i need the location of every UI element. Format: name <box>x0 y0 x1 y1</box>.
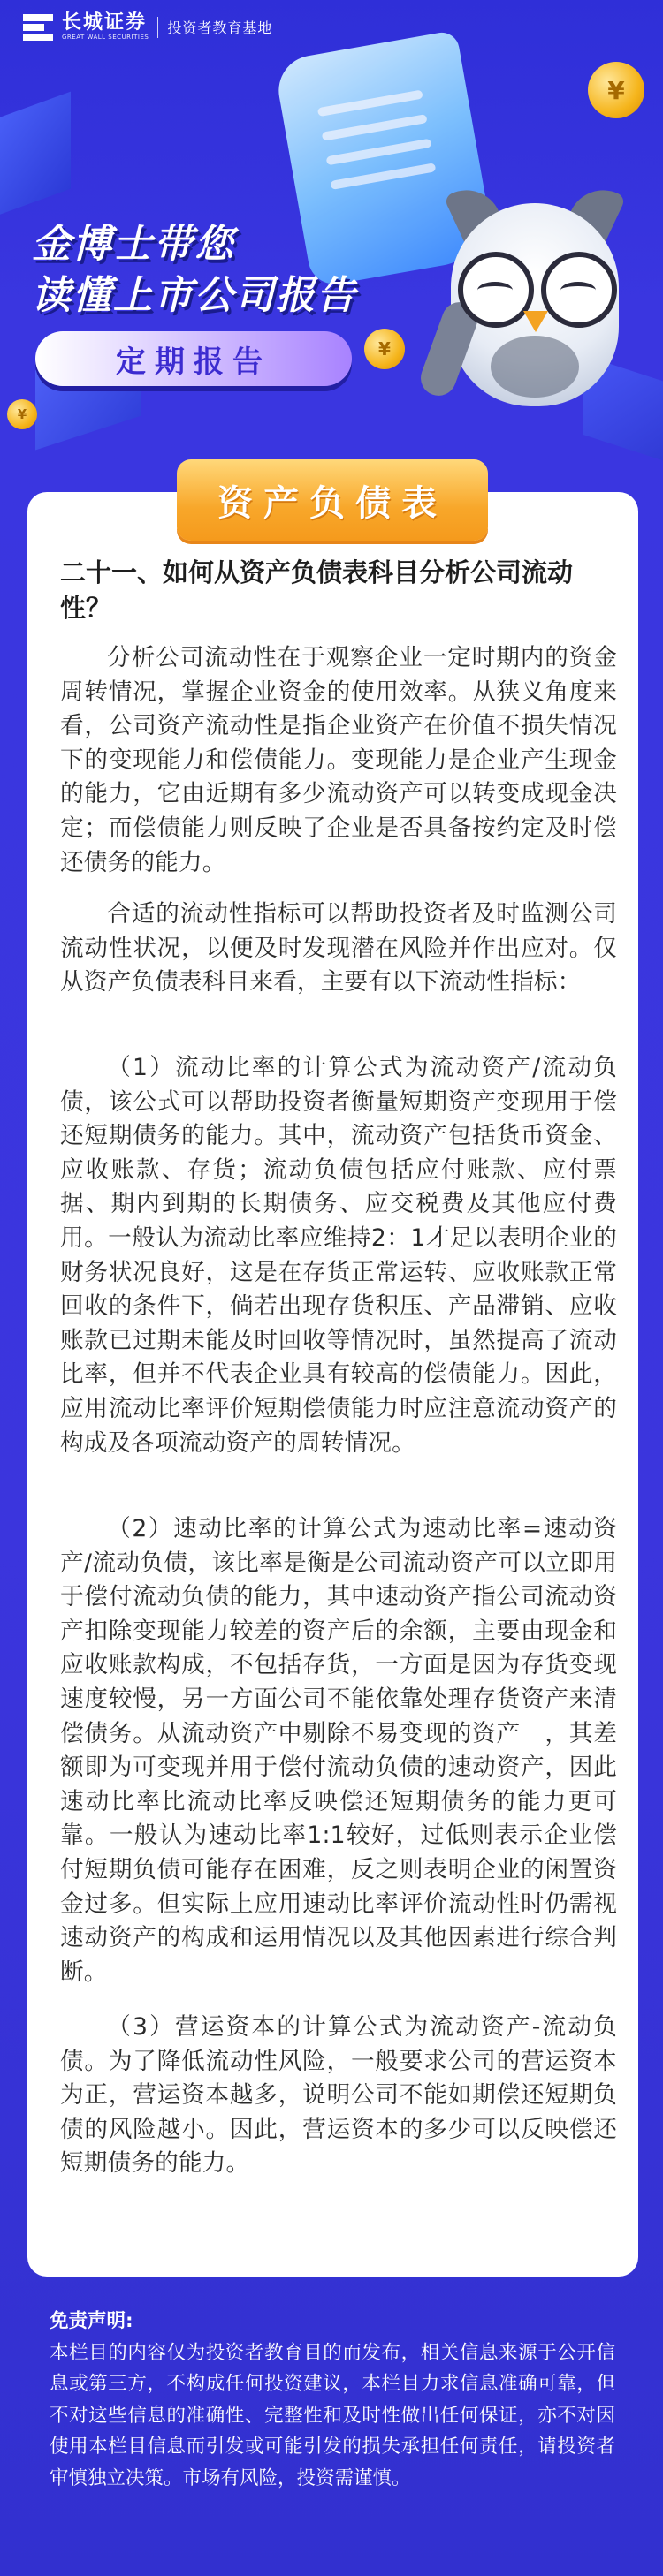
report-type-badge <box>35 331 352 386</box>
disclaimer-title: 免责声明: <box>50 2310 133 2332</box>
cube-decoration-icon <box>0 92 71 218</box>
great-wall-logo-icon <box>23 14 53 41</box>
hero-title-line1: 金博士带您 <box>32 222 235 267</box>
hero-title <box>32 219 357 322</box>
logo-tagline: 投资者教育基地 <box>167 19 273 36</box>
coin-icon: ¥ <box>588 62 644 118</box>
disclaimer-text: 本栏目的内容仅为投资者教育目的而发布，相关信息来源于公开信息或第三方，不构成任何投资建议，本栏目力求信息准确可靠，但不对这些信息的准确性、完整性和及时性做出任何保证，亦不对因使用本栏目信息而引发或可能引发的损失承担任何责任，请投资者审慎独立决策。市场有风险，投资需谨慎。 <box>50 2341 615 2489</box>
disclaimer <box>50 2306 615 2494</box>
owl-mascot-icon <box>415 168 645 433</box>
paragraph: （2）速动比率的计算公式为速动比率=速动资产/流动负债，该比率是衡是公司流动资产可以立即用于偿付流动负债的能力，其中速动资产指公司流动资产扣除变现能力较差的资产后的余额，主要由现金和应收账款构成，不包括存货，一方面是因为存货变现速度较慢，另一方面公司不能依靠处理存货资产来清偿债务。从流动资产中剔除不易变现的资产 ，其差额即为可变现并用于偿付流动负债的速动资产，因此速动比率比流动比率反映偿还短期债务的能力更可靠。一般认为速动比率1:1较好，过低则表示企业偿付短期负债可能存在困难，反之则表明企业的闲置资金过多。但实际上应用速动比率评价流动性时仍需视速动资产的构成和运用情况以及其他因素进行综合判断。 <box>60 1515 617 1986</box>
logo-name: 长城证券 <box>62 11 148 34</box>
paragraph: 分析公司流动性在于观察企业一定时期内的资金周转情况，掌握企业资金的使用效率。从狭义角度来看，公司资产流动性是指企业资产在价值不损失情况下的变现能力和偿债能力。变现能力是企业产生现金的能力，它由近期有多少流动资产可以转变成现金决定；而偿债能力则反映了企业是否具备按约定及时偿还债务的能力。 <box>60 644 617 876</box>
paragraph: 合适的流动性指标可以帮助投资者及时监测公司流动性状况，以便及时发现潜在风险并作出应对。仅从资产负债表科目来看，主要有以下流动性指标： <box>60 900 617 996</box>
hero-title-line2: 读懂上市公司报告 <box>32 273 357 318</box>
brand-logo <box>23 12 272 42</box>
logo-english-name: GREAT WALL SECURITIES <box>62 34 149 41</box>
logo-divider <box>157 17 158 38</box>
paragraph: （1）流动比率的计算公式为流动资产/流动负债，该公式可以帮助投资者衡量短期资产变现用于偿还短期债务的能力。其中，流动资产包括货币资金、应收账款、存货；流动负债包括应付账款、应付票据、期内到期的长期债务、应交税费及其他应付费用。一般认为流动比率应维持2：1才足以表明企业的财务状况良好，这是在存货正常运转、应收账款正常回收的条件下，倘若出现存货积压、产品滞销、应收账款已过期未能及时回收等情况时，虽然提高了流动比率，但并不代表企业具有较高的偿债能力。因此，应用流动比率评价短期偿债能力时应注意流动资产的构成及各项流动资产的周转情况。 <box>60 1054 617 1457</box>
section-tab <box>177 459 488 541</box>
paragraph: （3）营运资本的计算公式为流动资产-流动负债。为了降低流动性风险，一般要求公司的营运资本为正，营运资本越多，说明公司不能如期偿还短期负债的风险越小。因此，营运资本的多少可以反映偿还短期债务的能力。 <box>60 2013 617 2178</box>
coin-icon: ¥ <box>364 329 405 369</box>
question-title: 二十一、如何从资产负债表科目分析公司流动性？ <box>60 557 574 623</box>
coin-icon: ¥ <box>7 399 37 429</box>
report-type-label: 定期报告 <box>116 344 271 380</box>
section-tab-label: 资产负债表 <box>217 482 447 524</box>
